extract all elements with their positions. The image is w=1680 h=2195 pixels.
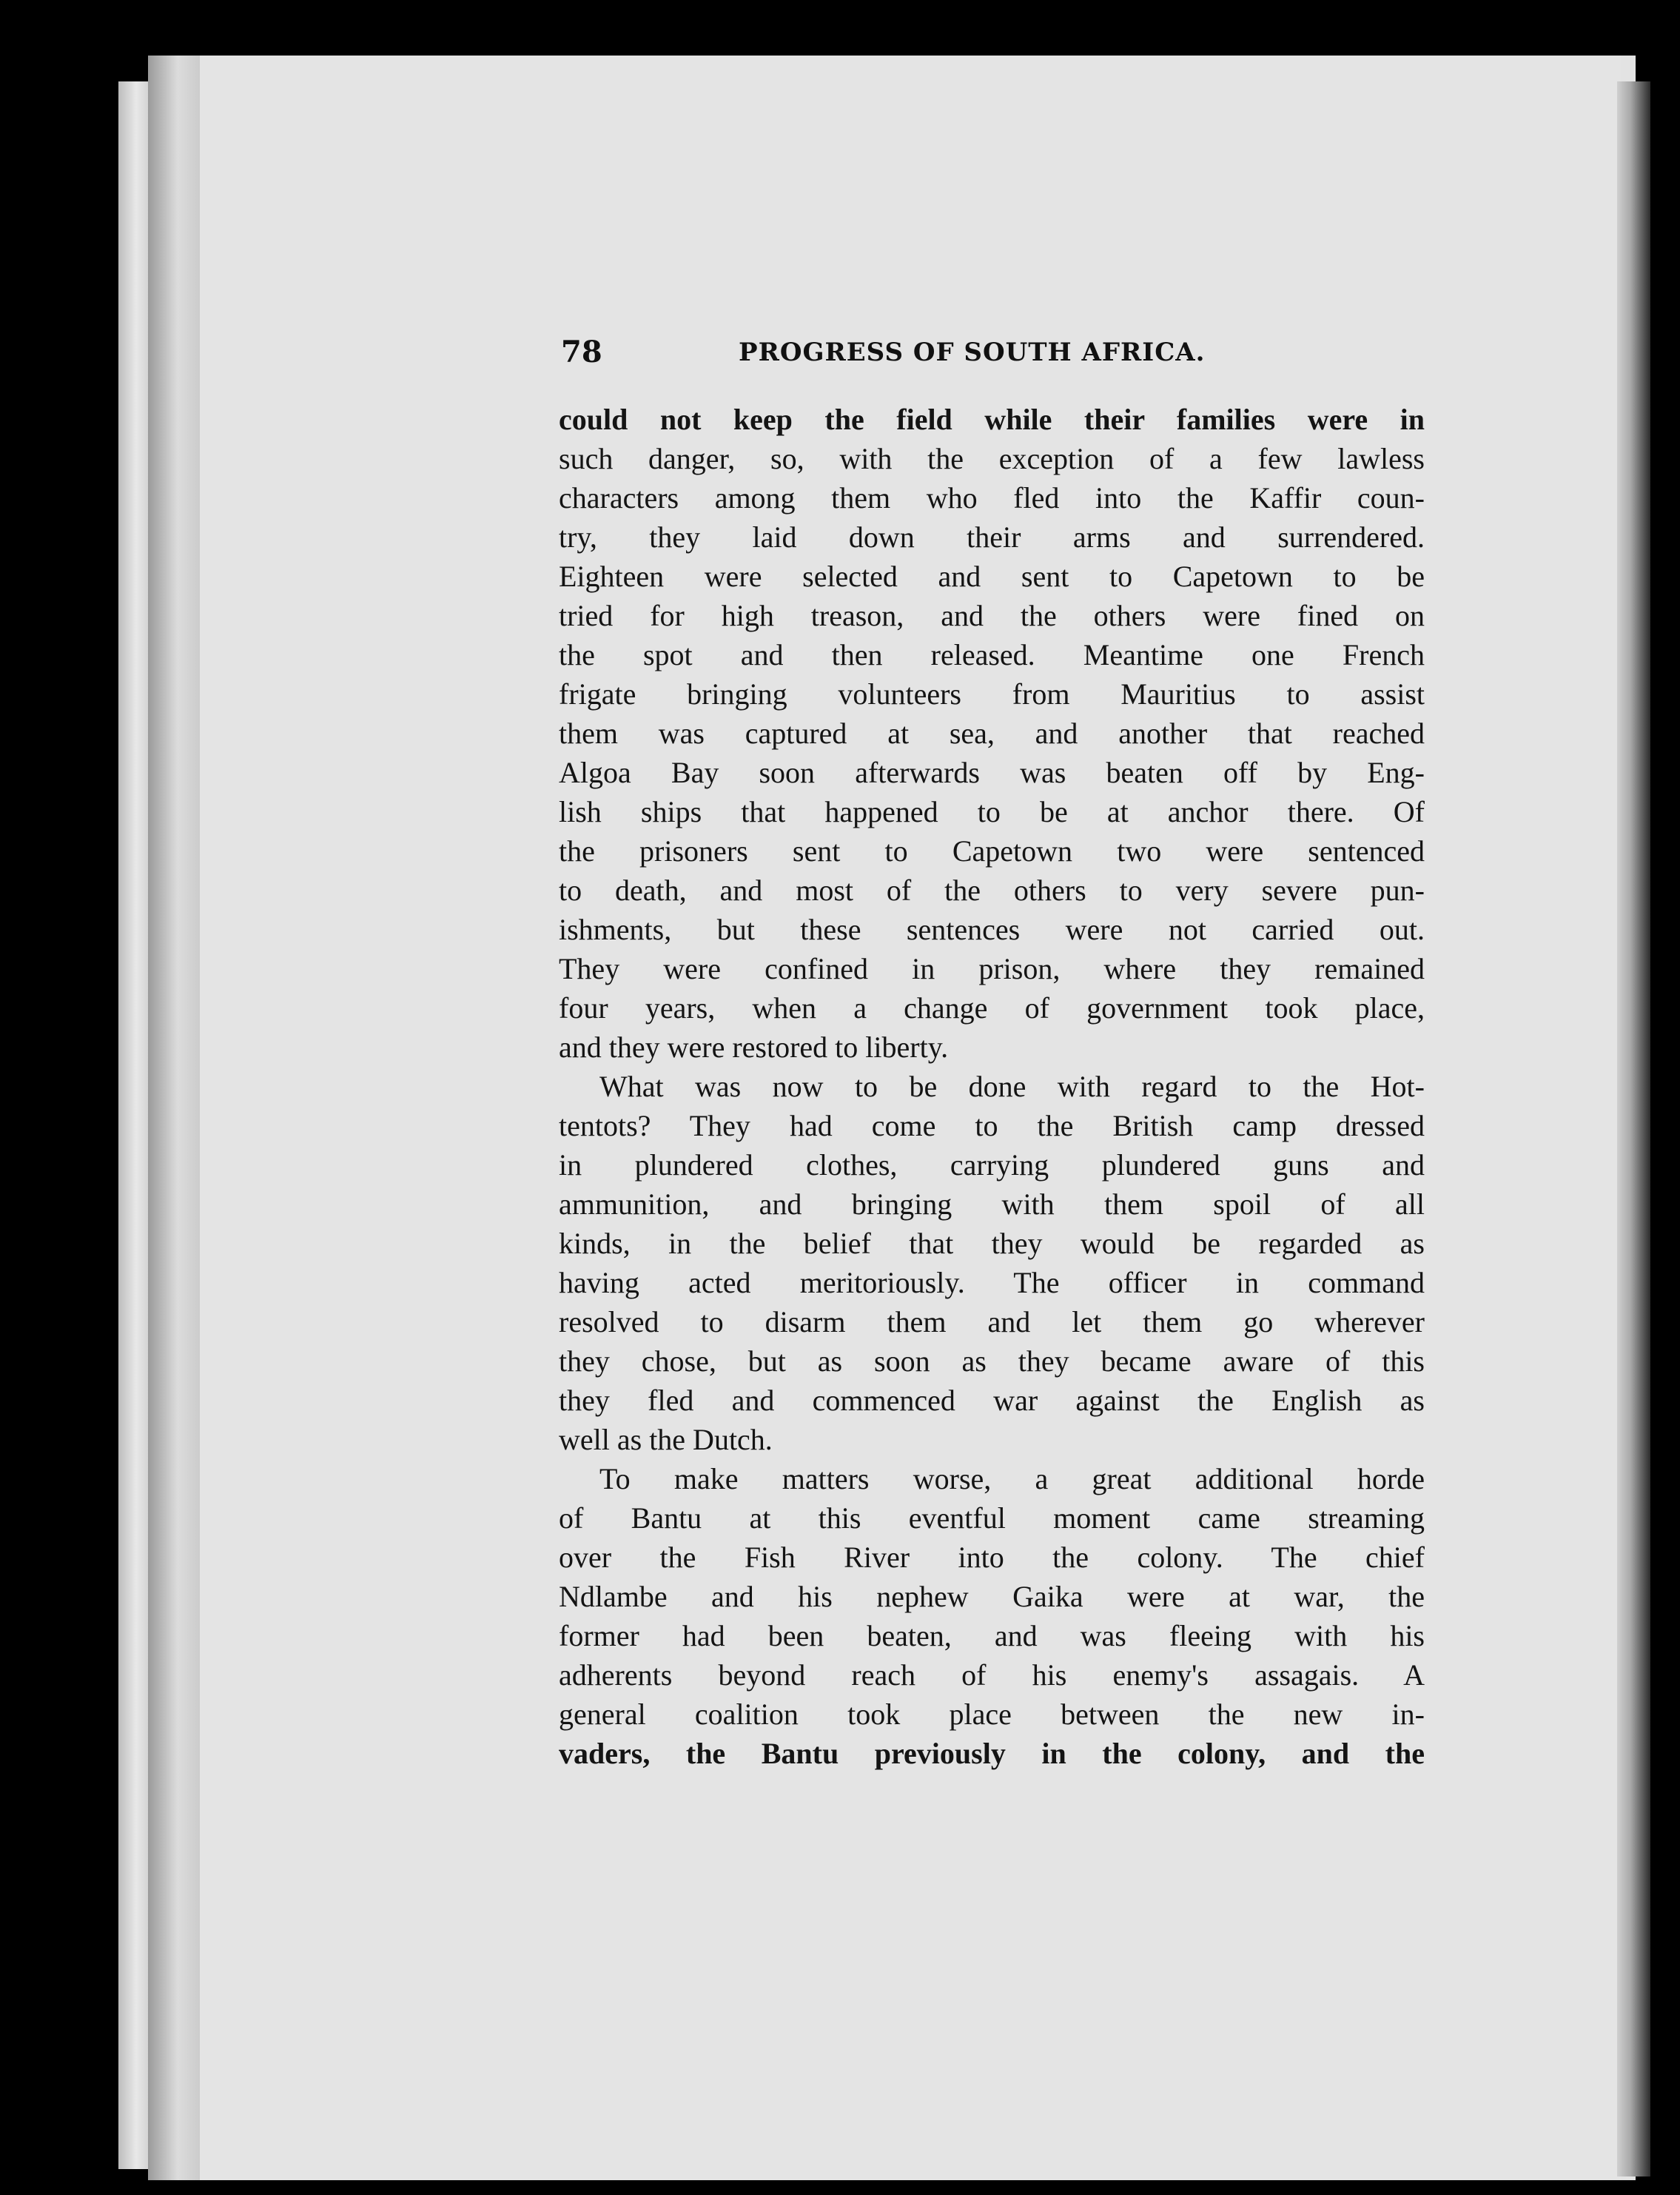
text-line: and they were restored to liberty. bbox=[559, 1031, 949, 1064]
page-header bbox=[561, 335, 1249, 379]
paragraph bbox=[559, 1067, 1425, 1459]
text-line: tried for high treason, and the others were fined on bbox=[559, 599, 1425, 632]
text-line: vaders, the Bantu previously in the colony, and the bbox=[559, 1737, 1425, 1770]
running-head: PROGRESS OF SOUTH AFRICA. bbox=[739, 338, 1206, 367]
text-line: they chose, but as soon as they became aware of this bbox=[559, 1344, 1425, 1378]
paragraph bbox=[559, 1459, 1425, 1773]
text-line: over the Fish River into the colony. The chief bbox=[559, 1541, 1425, 1574]
text-line: ishments, but these sentences were not carried out. bbox=[559, 913, 1425, 946]
text-line: the spot and then released. Meantime one French bbox=[559, 638, 1425, 671]
text-line: having acted meritoriously. The officer in command bbox=[559, 1266, 1425, 1299]
text-line: tentots? They had come to the British camp dressed bbox=[559, 1109, 1425, 1142]
text-line: four years, when a change of government took place, bbox=[559, 991, 1425, 1025]
text-line: What was now to be done with regard to the Hot- bbox=[599, 1070, 1425, 1103]
text-line: try, they laid down their arms and surrendered. bbox=[559, 520, 1425, 554]
page-right-shadow bbox=[1617, 81, 1650, 2176]
text-line: lish ships that happened to be at anchor there. Of bbox=[559, 795, 1425, 828]
text-line: such danger, so, with the exception of a few lawless bbox=[559, 442, 1425, 475]
body-text bbox=[559, 400, 1425, 1773]
text-line: to death, and most of the others to very severe pun- bbox=[559, 874, 1425, 907]
text-line: the prisoners sent to Capetown two were sentenced bbox=[559, 834, 1425, 868]
text-line: To make matters worse, a great additional horde bbox=[599, 1462, 1425, 1495]
text-line: could not keep the field while their families were in bbox=[559, 403, 1425, 436]
text-line: adherents beyond reach of his enemy's assagais. A bbox=[559, 1658, 1425, 1692]
text-line: Eighteen were selected and sent to Capetown to be bbox=[559, 560, 1425, 593]
text-line: Algoa Bay soon afterwards was beaten off by Eng- bbox=[559, 756, 1425, 789]
text-line: well as the Dutch. bbox=[559, 1423, 773, 1456]
text-line: ammunition, and bringing with them spoil of all bbox=[559, 1187, 1425, 1221]
text-line: Ndlambe and his nephew Gaika were at war, the bbox=[559, 1580, 1425, 1613]
text-line: They were confined in prison, where they remained bbox=[559, 952, 1425, 985]
text-line: former had been beaten, and was fleeing with his bbox=[559, 1619, 1425, 1652]
text-line: they fled and commenced war against the English as bbox=[559, 1384, 1425, 1417]
text-line: general coalition took place between the new in- bbox=[559, 1698, 1425, 1731]
paragraph bbox=[559, 400, 1425, 1067]
text-line: frigate bringing volunteers from Mauritius to assist bbox=[559, 677, 1425, 711]
text-line: them was captured at sea, and another that reached bbox=[559, 717, 1425, 750]
text-line: resolved to disarm them and let them go wherever bbox=[559, 1305, 1425, 1338]
page-number: 78 bbox=[561, 335, 602, 369]
text-line: of Bantu at this eventful moment came streaming bbox=[559, 1501, 1425, 1535]
text-line: characters among them who fled into the Kaffir coun- bbox=[559, 481, 1425, 515]
text-line: kinds, in the belief that they would be regarded as bbox=[559, 1227, 1425, 1260]
text-line: in plundered clothes, carrying plundered guns and bbox=[559, 1148, 1425, 1182]
